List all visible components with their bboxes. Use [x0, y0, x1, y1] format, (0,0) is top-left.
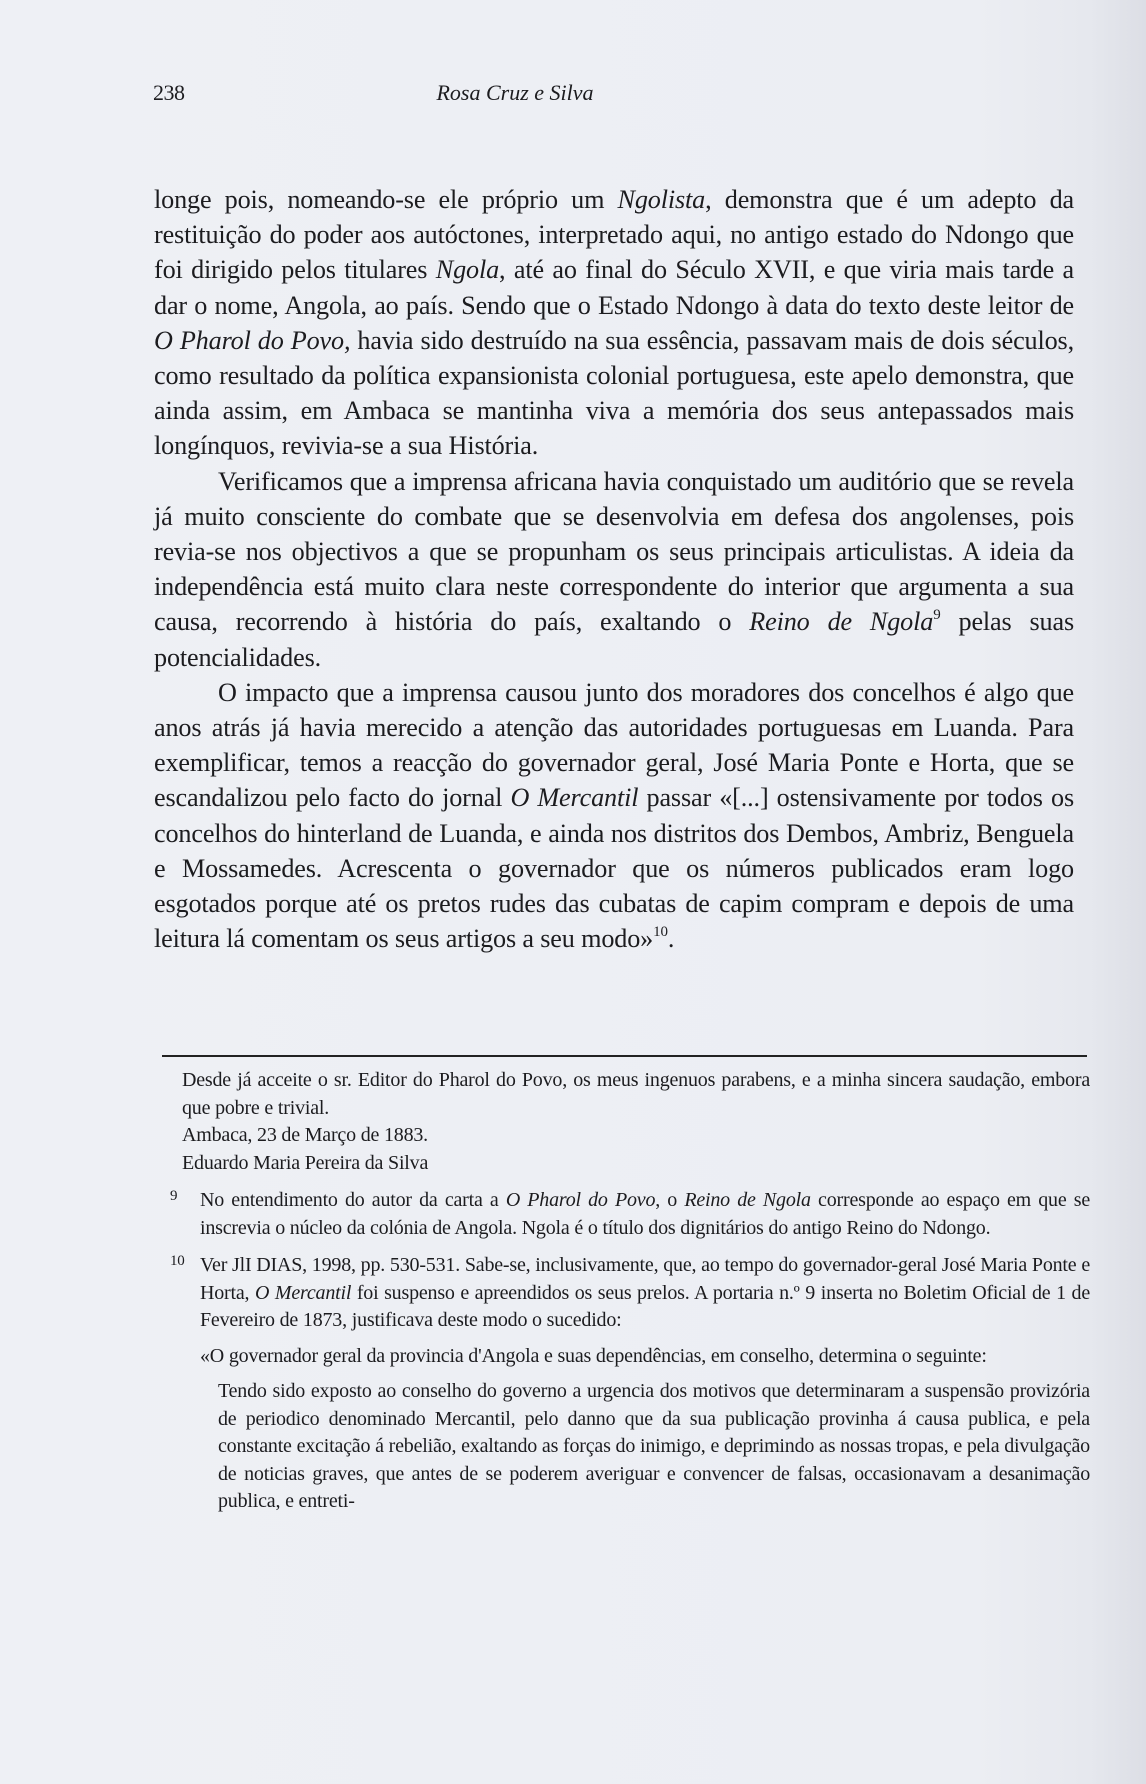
running-head-author: Rosa Cruz e Silva: [436, 80, 594, 105]
paragraph-2: Verificamos que a imprensa africana havia conquistado um auditório que se revela já muito consciente do combate que se desenvolvia em defesa dos angolenses, pois revia-se nos objectivos a que se propunham os seus principais articulistas. A ideia da independência está muito clara neste correspondente do interior que argumenta a sua causa, recorrendo à história do país, exaltando o Reino de Ngola$^9$ pelas suas potencialidades.: [154, 466, 1074, 672]
quote-continuation: Desde já acceite o sr. Editor do Pharol do Povo, os meus ingenuos parabens, e a minha sincera saudação, embora que pobre e trivial. Ambaca, 23 de Março de 1883. Eduardo Maria Pereira da Silva: [182, 1069, 1090, 1174]
paragraph-3: O impacto que a imprensa causou junto dos moradores dos concelhos é algo que anos atrás já havia merecido a atenção das autoridades portuguesas em Luanda. Para exemplificar, temos a reacção do governador geral, José Maria Ponte e Horta, que se escandalizou pelo facto do jornal O Mercantil passar «[...] ostensivamente por todos os concelhos do hinterland de Luanda, e ainda nos distritos dos Dembos, Ambriz, Benguela e Mossamedes. Acrescenta o governador que os números publicados eram logo esgotados porque até os pretos rudes das cubatas de capim compram e depois de uma leitura lá comentam os seus artigos a seu modo»$^{10}$.: [154, 677, 1074, 954]
quote-intro: «O governador geral da provincia d'Angola e suas dependências, em conselho, determina o seguinte:: [200, 1344, 987, 1367]
footnotes-area: [170, 1067, 1090, 1516]
footnote-number: 9: [170, 1188, 178, 1204]
page-number: 238: [153, 80, 185, 105]
footnote-ref-10[interactable]: 10: [653, 923, 668, 940]
footnote-ref-9[interactable]: 9: [933, 606, 941, 623]
italic-title: O Pharol do Povo,: [154, 325, 351, 355]
footnote-9: 9 No entendimento do autor da carta a O Pharol do Povo, o Reino de Ngola corresponde ao espaço em que se inscrevia o núcleo da colónia de Angola. Ngola é o título dos dignitários do antigo Reino do Ndongo.: [170, 1187, 1090, 1242]
paragraph-1: longe pois, nomeando-se ele próprio um Ngolista, demonstra que é um adepto da restituição do poder aos autóctones, interpretado aqui, no antigo estado do Ndongo que foi dirigido pelos titulares Ngola, até ao final do Século XVII, e que viria mais tarde a dar o nome, Angola, ao país. Sendo que o Estado Ndongo à data do texto deste leitor de O Pharol do Povo, havia sido destruído na sua essência, passavam mais de dois séculos, como resultado da política expansionista colonial portuguesa, este apelo demonstra, que ainda assim, em Ambaca se mantinha viva a memória dos seus antepassados mais longínquos, revivia-se a sua História.: [154, 185, 1074, 461]
footnote-separator: [162, 1055, 1087, 1057]
italic-term: Ngolista: [617, 185, 706, 214]
italic-term: Ngola: [435, 255, 500, 285]
main-text: [154, 182, 1074, 956]
footnote-number: 10: [170, 1253, 185, 1269]
footnote-10: 10 Ver JlI DIAS, 1998, pp. 530-531. Sabe-se, inclusivamente, que, ao tempo do governador-geral José Maria Ponte e Horta, O Mercantil foi suspenso e apreendidos os seus prelos. A portaria n.º 9 inserta no Boletim Oficial de 1 de Fevereiro de 1873, justificava deste modo o sucedido: «O governador geral da provincia d'Angola e suas dependências, em conselho, determina o seguinte: Tendo sido exposto ao conselho do governo a urgencia dos motivos que determinaram a suspensão provizória de periodico denominado Mercantil, pelo danno que da sua publicação provinha á causa publica, e pela constante excitação á rebelião, exaltando as forças do inimigo, e deprimindo as nossas tropas, e pela divulgação de noticias graves, que antes de se poderem averiguar e convencer de falsas, occasionavam a desanimação publica, e entreti-: [170, 1252, 1090, 1516]
page-header: [153, 80, 753, 110]
quote-body: Tendo sido exposto ao conselho do governo a urgencia dos motivos que determinaram a suspensão provizória de periodico denominado Mercantil, pelo danno que da sua publicação provinha á causa publica, e pela constante excitação á rebelião, exaltando as forças do inimigo, e deprimindo as nossas tropas, e pela divulgação de noticias graves, que antes de se poderem averiguar e convencer de falsas, occasionavam a desanimação publica, e entreti-: [218, 1380, 1090, 1512]
italic-term: Reino de Ngola: [749, 607, 934, 637]
italic-title: O Mercantil: [510, 783, 639, 813]
